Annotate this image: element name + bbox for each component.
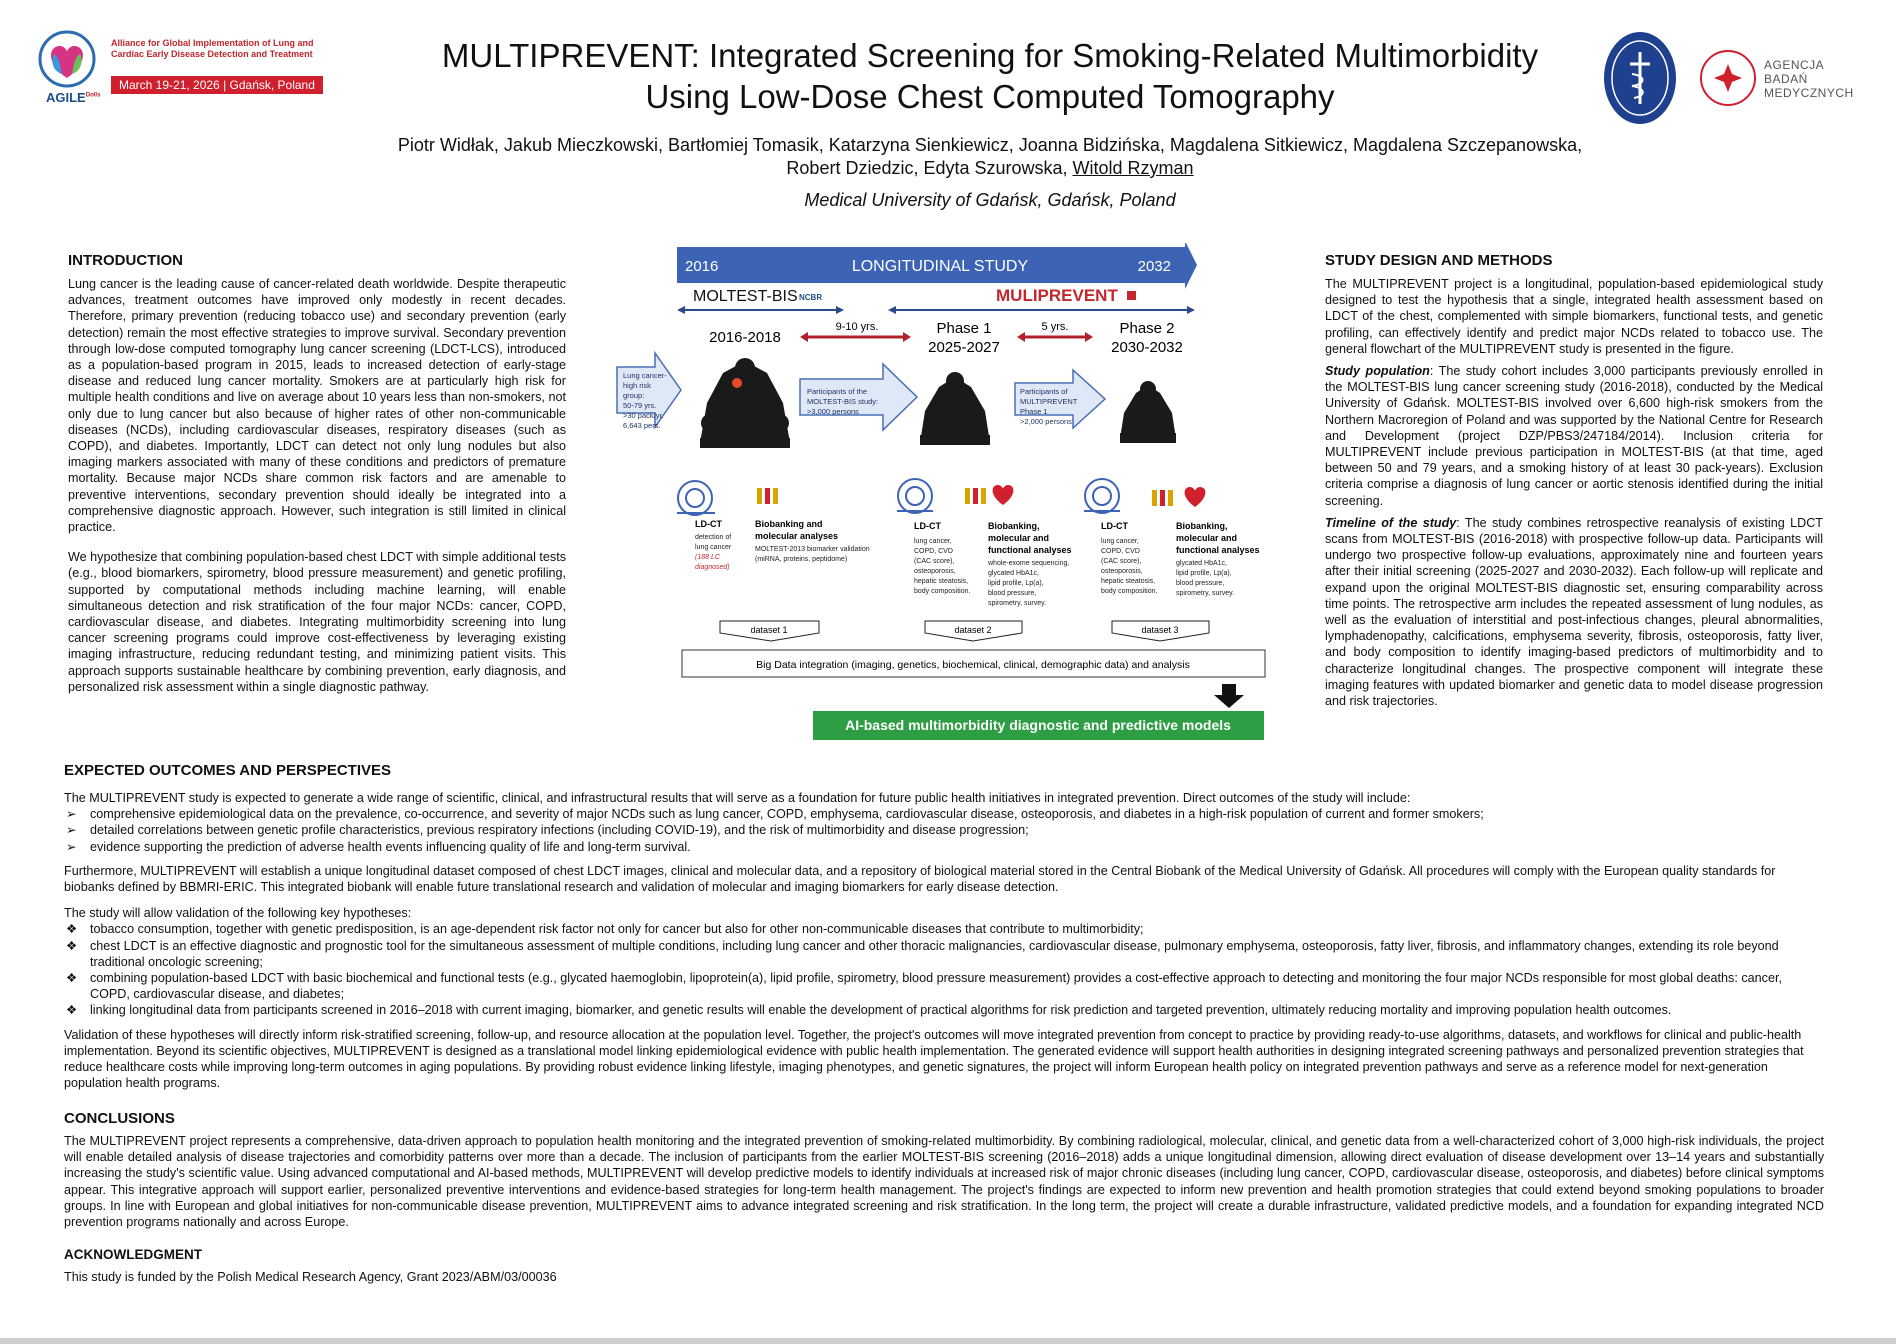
col0-ldct-title: LD-CT: [695, 519, 722, 529]
poster-title: [380, 35, 1600, 117]
crowd-phase1-icon: [920, 372, 990, 445]
list-item: ➢ comprehensive epidemiological data on the prevalence, co-occurrence, and severity of major NCDs such as lung cancer, COPD, emphysema, cardiovascular disease, osteoporosis, and diabetes in a high-risk population of current and former smokers;: [66, 807, 1484, 822]
expected-outcomes-heading: EXPECTED OUTCOMES AND PERSPECTIVES: [64, 762, 391, 779]
diamond-bullet-icon: ❖: [66, 1003, 78, 1018]
big-data-text: Big Data integration (imaging, genetics, biochemical, clinical, demographic data) and analysis: [756, 659, 1190, 671]
col1-biobank-text: [987, 560, 1069, 607]
svg-text:Biobanking and: Biobanking and: [755, 519, 823, 529]
ct-scanner-phase1-icon: [897, 479, 933, 513]
svg-text:osteoporosis,: osteoporosis,: [1101, 568, 1143, 575]
agile-wordmark: $AGILE^{Dolls}$: [46, 90, 101, 105]
biobank-heart-phase2-icon: [1152, 487, 1205, 507]
introduction-body: [68, 276, 566, 709]
agile-heart-lungs-icon: [36, 28, 98, 90]
phase1-label: Phase 1: [936, 320, 992, 337]
alliance-name: Alliance for Global Implementation of Lung and Cardiac Early Disease Detection and Treatment: [111, 38, 314, 59]
svg-text:detection of: detection of: [695, 534, 732, 541]
outcomes-list: [64, 806, 1824, 855]
svg-text:lung cancer,: lung cancer,: [914, 538, 952, 545]
title-line-1: MULTIPREVENT: Integrated Screening for Smoking-Related Multimorbidity: [441, 37, 1539, 74]
page-bottom-border: [0, 1338, 1896, 1344]
svg-text:(miRNA, proteins, peptidome): (miRNA, proteins, peptidome): [755, 556, 848, 563]
svg-text:hepatic steatosis,: hepatic steatosis,: [1101, 578, 1156, 585]
svg-text:(188 LC: (188 LC: [695, 554, 720, 561]
dataset3-arrow: [1112, 621, 1209, 641]
biobank-heart-phase1-icon: [965, 485, 1013, 505]
svg-text:lipid profile, Lp(a),: lipid profile, Lp(a),: [988, 580, 1044, 587]
abm-cross-icon: [1698, 48, 1758, 108]
col0-ldct-text: [695, 534, 732, 571]
gap-9-10-years: 9-10 yrs.: [835, 321, 879, 333]
list-item: ❖ chest LDCT is an effective diagnostic and prognostic tool for the simultaneous assessment of multiple conditions, including lung cancer and other thoracic malignancies, cardiovascular disease, pulmonary emphysema, osteoporosis, fatty liver, fibrosis, and inflammatory changes, extending its role beyond traditional oncologic screening;: [66, 938, 1779, 969]
biobank-tubes-icon: [757, 488, 778, 504]
svg-text:blood pressure,: blood pressure,: [1176, 580, 1225, 587]
introduction-paragraph-1: Lung cancer is the leading cause of cancer-related death worldwide. Despite therapeutic advances, treatment outcomes have improved only modestly in recent decades. Therefore, primary prevention (reducing tobacco use) and secondary prevention (early detection) remain the most effective strategies to improve survival. Secondary prevention through low-dose computed tomography lung cancer screening (LDCT-LCS), introduced as a population-based program in 2015, leads to increased detection of early-stage disease and reduced lung cancer mortality. Smokers are at particularly high risk for multiple health conditions and live on average about 10 years less than non-smokers, not only due to lung cancer but also because of higher rates of other non-communicable diseases (NCDs), including cardiovascular diseases, respiratory diseases (such as COPD), and diabetes. Importantly, LDCT can detect not only lung nodules but also imaging markers associated with many of these conditions and predictors of premature mortality. Because major NCDs share common risk factors and are amenable to preventive interventions, secondary prevention should ideally be integrated into a comprehensive diagnostic approach. However, such integration is still limited in clinical practice.: [68, 277, 566, 535]
svg-text:>3,000 persons: >3,000 persons: [807, 407, 859, 416]
authors: [370, 134, 1610, 180]
banner-start-year: 2016: [685, 258, 719, 275]
expected-paragraph-2: Furthermore, MULTIPREVENT will establish a unique longitudinal dataset composed of chest LDCT images, clinical and molecular data, and a repository of biological material stored in the Central Biobank of the Medical University of Gdańsk. All procedures will comply with the European quality standards for biobanks defined by BBMRI-ERIC. This integrated biobank will enable future translational research and validation of molecular and imaging biomarkers for early disease detection.: [64, 863, 1776, 895]
svg-text:MOLTEST-BIS study:: MOLTEST-BIS study:: [807, 397, 879, 406]
study-design-paragraph-1: The MULTIPREVENT project is a longitudinal, population-based epidemiological study designed to test the hypothesis that a single, integrated health assessment based on LDCT of the chest, complemented with simple biomarkers, functional tests, and genetic profiling, can effectively identify and predict major NCDs related to tobacco use. The general flowchart of the MULTIPREVENT study is presented in the figure.: [1325, 277, 1823, 356]
svg-text:molecular analyses: molecular analyses: [755, 531, 839, 541]
svg-text:functional analyses: functional analyses: [1176, 545, 1260, 555]
svg-text:glycated HbA1c,: glycated HbA1c,: [1176, 560, 1227, 567]
svg-text:MOLTEST-2013 biomarker validat: MOLTEST-2013 biomarker validation: [755, 546, 870, 553]
expected-paragraph-4: Validation of these hypotheses will directly inform risk-stratified screening, follow-up, and resource allocation at the population level. Together, the project's outcomes will move integrated prevention from concept to practice by providing ready-to-use algorithms, datasets, and workflows for clinical and public-health implementation. Beyond its scientific objectives, MULTIPREVENT is designed as a translational model linking epidemiological evidence with public health implementation. The generated evidence will support health authorities in designing integrated screening pathways and personalized prevention strategies that reduce healthcare costs while improving long-term outcomes in aging populations. By providing robust evidence linking lifestyle, imaging phenotypes, and genetic signatures, the project will inform European health policy on integrated prevention pathways and serve as a reference model for next-generation population health programs.: [64, 1027, 1804, 1091]
svg-text:group:: group:: [623, 391, 645, 400]
crowd-phase2-icon: [1120, 381, 1176, 443]
abm-name: AGENCJA BADAŃ MEDYCZNYCH: [1764, 58, 1854, 100]
arrow-bullet-icon: ➢: [66, 839, 77, 854]
svg-text:COPD, CVD: COPD, CVD: [914, 548, 953, 555]
col1-ldct-title: LD-CT: [914, 521, 941, 531]
study-design-heading: STUDY DESIGN AND METHODS: [1325, 252, 1553, 269]
affiliation: Medical University of Gdańsk, Gdańsk, Poland: [804, 190, 1176, 210]
agile-logo: [36, 28, 336, 110]
dataset1-arrow: [720, 621, 819, 641]
gap-5-years: 5 yrs.: [1041, 321, 1069, 333]
svg-text:dataset 3: dataset 3: [1141, 625, 1179, 635]
col0-biobank-title: [755, 519, 838, 541]
date-badge: March 19-21, 2026 | Gdańsk, Poland: [111, 76, 323, 94]
svg-text:lung cancer: lung cancer: [695, 544, 732, 551]
svg-text:Biobanking,: Biobanking,: [988, 521, 1040, 531]
svg-text:molecular and: molecular and: [988, 533, 1050, 543]
hypotheses-list: [64, 921, 1824, 1018]
down-arrow-icon: [1214, 684, 1244, 708]
svg-text:body composition.: body composition.: [914, 588, 971, 595]
presenting-author: Witold Rzyman: [1072, 158, 1194, 178]
list-item: ➢ detailed correlations between genetic profile characteristics, previous respiratory infections (including COVID-19), and the risk of multimorbidity and disease progression;: [66, 823, 1029, 838]
expected-intro: The MULTIPREVENT study is expected to generate a wide range of scientific, clinical, and infrastructural results that will serve as a foundation for future public health initiatives in integrated prevention. Direct outcomes of the study will include:: [64, 791, 1411, 805]
arrow-bullet-icon: ➢: [66, 807, 77, 822]
svg-text:Participants of: Participants of: [1020, 387, 1068, 396]
svg-text:Biobanking,: Biobanking,: [1176, 521, 1228, 531]
col1-ldct-text: [914, 538, 970, 595]
col2-ldct-text: [1101, 538, 1157, 595]
svg-text:lung cancer,: lung cancer,: [1101, 538, 1139, 545]
col0-biobank-text: [755, 546, 870, 563]
period-2016-2018: 2016-2018: [709, 329, 781, 346]
expected-paragraph-3: The study will allow validation of the following key hypotheses:: [64, 906, 412, 921]
crowd-cohort-2016-icon: [700, 358, 790, 448]
svg-text:>30 pack/yr.: >30 pack/yr.: [623, 411, 664, 420]
abm-logo: [1698, 48, 1878, 112]
diamond-bullet-icon: ❖: [66, 922, 78, 937]
banner-end-year: 2032: [1137, 258, 1171, 275]
phase2-years: 2030-2032: [1111, 339, 1183, 356]
ct-scanner-icon: [677, 481, 715, 515]
svg-text:50-79 yrs.: 50-79 yrs.: [623, 401, 657, 410]
list-item: ❖ linking longitudinal data from participants screened in 2016–2018 with current imaging, biomarker, and genetic results will enable the development of practical algorithms for risk prediction and targeted prevention, ultimately reducing mortality and improving population health outcomes.: [66, 1003, 1672, 1018]
introduction-heading: INTRODUCTION: [68, 252, 183, 269]
svg-text:>2,000 persons: >2,000 persons: [1020, 417, 1072, 426]
svg-text:spirometry, survey.: spirometry, survey.: [1176, 590, 1235, 597]
ncbr-label: NCBR: [799, 293, 823, 302]
diamond-bullet-icon: ❖: [66, 971, 78, 986]
svg-text:lipid profile, Lp(a),: lipid profile, Lp(a),: [1176, 570, 1232, 577]
conclusions-body: The MULTIPREVENT project represents a comprehensive, data-driven approach to population health monitoring and the integrated prevention of smoking-related multimorbidity. By combining radiological, molecular, clinical, and genetic data from a well-characterized cohort of 3,000 high-risk individuals, the project will enable detailed analysis of disease trajectories and comorbidity patterns over more than a decade. The inclusion of participants from the earlier MOLTEST-BIS screening (2016–2018) adds a unique longitudinal dimension, allowing direct evaluation of disease development over 13–14 years and substantially increasing the study's scientific value. Using advanced computational and AI-based methods, MULTIPREVENT will develop predictive models to identify individuals at increased risk of major chronic diseases (including lung cancer, COPD, cardiovascular disease, osteoporosis, and diabetes) before clinical symptoms appear. This integrative approach will support earlier, personalized preventive interventions and evidence-based strategies for long-term health management. The project's findings are expected to inform new prevention and health promotion strategies that could extend beyond smoking populations to broader groups. In line with European and global initiatives for non-communicable disease prevention, MULTIPREVENT aims to advance integrated screening and risk stratification. In the long term, the project will create a durable infrastructure, validated predictive models, and a foundation for expanding integrated NCD prevention programs nationally and across Europe.: [64, 1134, 1824, 1230]
svg-text:6,643 pers.: 6,643 pers.: [623, 421, 661, 430]
svg-text:diagnosed): diagnosed): [695, 564, 730, 571]
svg-text:spirometry, survey.: spirometry, survey.: [988, 600, 1047, 607]
authors-line-1: Piotr Widłak, Jakub Mieczkowski, Bartłomiej Tomasik, Katarzyna Sienkiewicz, Joanna Bidzińska, Magdalena Sitkiewicz, Magdalena Szczepanowska,: [397, 135, 1583, 155]
svg-text:(CAC score),: (CAC score),: [914, 558, 955, 565]
svg-text:hepatic steatosis,: hepatic steatosis,: [914, 578, 969, 585]
svg-text:Phase 1: Phase 1: [1020, 407, 1048, 416]
phase1-years: 2025-2027: [928, 339, 1000, 356]
svg-text:dataset 2: dataset 2: [954, 625, 992, 635]
introduction-paragraph-2: We hypothesize that combining population-based chest LDCT with simple additional tests (e.g., blood biomarkers, spirometry, blood pressure measurement) and genetic profiling, supported by computational methods including machine learning, will enable simultaneous detection and risk stratification of the four major NCDs: cancer, COPD, cardiovascular disease, and diabetes. Integrating multimorbidity screening into lung cancer screening programs could improve cost-effectiveness by leveraging existing imaging infrastructure, reducing redundant testing, and minimizing patient visits. This approach supports sustainable healthcare by combining prevention, early diagnosis, and personalized risk assessment within a single diagnostic pathway.: [68, 550, 566, 694]
ai-models-text: AI-based multimorbidity diagnostic and predictive models: [845, 717, 1231, 733]
expected-outcomes-body: [64, 790, 1824, 1091]
svg-text:Participants of the: Participants of the: [807, 387, 868, 396]
list-item: ➢ evidence supporting the prediction of adverse health events influencing quality of life and long-term survival.: [66, 839, 691, 854]
svg-text:whole-exome sequencing,: whole-exome sequencing,: [988, 560, 1070, 567]
col2-biobank-text: [1176, 560, 1234, 597]
abm-mini-icon: [1127, 291, 1136, 300]
col2-ldct-title: LD-CT: [1101, 521, 1128, 531]
medical-university-gdansk-seal-icon: [1602, 30, 1678, 126]
svg-text:MULTIPREVENT: MULTIPREVENT: [1020, 397, 1078, 406]
svg-text:body composition.: body composition.: [1101, 588, 1158, 595]
acknowledgment-body: This study is funded by the Polish Medical Research Agency, Grant 2023/ABM/03/00036: [64, 1270, 557, 1284]
col1-biobank-title: [988, 521, 1072, 555]
timeline-paragraph: Timeline of the study: The study combines retrospective reanalysis of existing LDCT scans from MOLTEST-BIS (2016-2018) with prospective follow-up data. Participants will undergo two prospective follow-up evaluations, approximately nine and fourteen years after their initial screening (2025-2027 and 2030-2032). Each follow-up will replicate and expand upon the original MOLTEST-BIS diagnostic set, ensuring comparability across time points. The retrospective arm includes the repeated assessment of lung nodules, as well as the evaluation of interstitial and post-infectious changes, pleural abnormalities, lymphadenopathy, calcifications, emphysema severity, fibrosis, osteoporosis, fatty liver, and body composition to identify imaging-based predictors of multimorbidity and to characterize longitudinal changes. The prospective component will integrate these imaging features with updated biomarker and genetic data to model disease progression and risk trajectories.: [1325, 515, 1823, 709]
col2-biobank-title: [1176, 521, 1260, 555]
svg-text:dataset 1: dataset 1: [750, 625, 788, 635]
svg-text:osteoporosis,: osteoporosis,: [914, 568, 956, 575]
conclusions-heading: CONCLUSIONS: [64, 1110, 175, 1127]
study-design-body: [1325, 276, 1823, 715]
dataset2-arrow: [925, 621, 1022, 641]
title-line-2: Using Low-Dose Chest Computed Tomography: [645, 78, 1335, 115]
diamond-bullet-icon: ❖: [66, 938, 78, 953]
ct-scanner-phase2-icon: [1084, 479, 1120, 513]
banner-title: LONGITUDINAL STUDY: [851, 258, 1029, 275]
list-item: ❖ combining population-based LDCT with basic biochemical and functional tests (e.g., glycated haemoglobin, lipoprotein(a), lipid profile, spirometry, blood pressure measurement) provides a cost-effective approach to detecting and monitoring the four major NCDs responsible for most global deaths: cancer, COPD, cardiovascular disease, and diabetes;: [66, 971, 1782, 1002]
svg-text:COPD, CVD: COPD, CVD: [1101, 548, 1140, 555]
svg-text:high risk: high risk: [623, 381, 651, 390]
list-item: ❖ tobacco consumption, together with genetic predisposition, is an age-dependent risk factor not only for cancer but also for other non-communicable diseases that contribute to multimorbidity;: [66, 922, 1144, 937]
acknowledgment-heading: ACKNOWLEDGMENT: [64, 1247, 202, 1262]
svg-text:molecular and: molecular and: [1176, 533, 1238, 543]
arrow-bullet-icon: ➢: [66, 823, 77, 838]
svg-text:functional analyses: functional analyses: [988, 545, 1072, 555]
phase2-label: Phase 2: [1119, 320, 1175, 337]
svg-text:glycated HbA1c,: glycated HbA1c,: [988, 570, 1039, 577]
svg-text:(CAC score),: (CAC score),: [1101, 558, 1142, 565]
moltest-label: MOLTEST-BIS: [693, 288, 798, 305]
svg-text:blood pressure,: blood pressure,: [988, 590, 1037, 597]
multiprevent-label: MULIPREVENT: [996, 286, 1118, 305]
svg-text:Lung cancer-: Lung cancer-: [623, 371, 667, 380]
study-flowchart: [615, 243, 1285, 747]
study-population-paragraph: Study population: The study cohort includes 3,000 participants previously enrolled in the MOLTEST-BIS lung cancer screening study (2016-2018), conducted by the Medical University of Gdańsk. MOLTEST-BIS involved over 6,600 high-risk smokers from the Northern Macroregion of Poland and was supported by the National Centre for Research and Development (project DZP/PBS3/247184/2014). Inclusion criteria for MULTIPREVENT include previous participation in MOLTEST-BIS (at that time, aged between 50 and 79 years, and a smoking history of at least 30 pack-years). Exclusion criteria comprise a diagnosis of lung cancer or aortic stenosis identified during the initial screening.: [1325, 364, 1823, 508]
authors-line-2: Robert Dziedzic, Edyta Szurowska, Witold Rzyman: [786, 158, 1194, 178]
